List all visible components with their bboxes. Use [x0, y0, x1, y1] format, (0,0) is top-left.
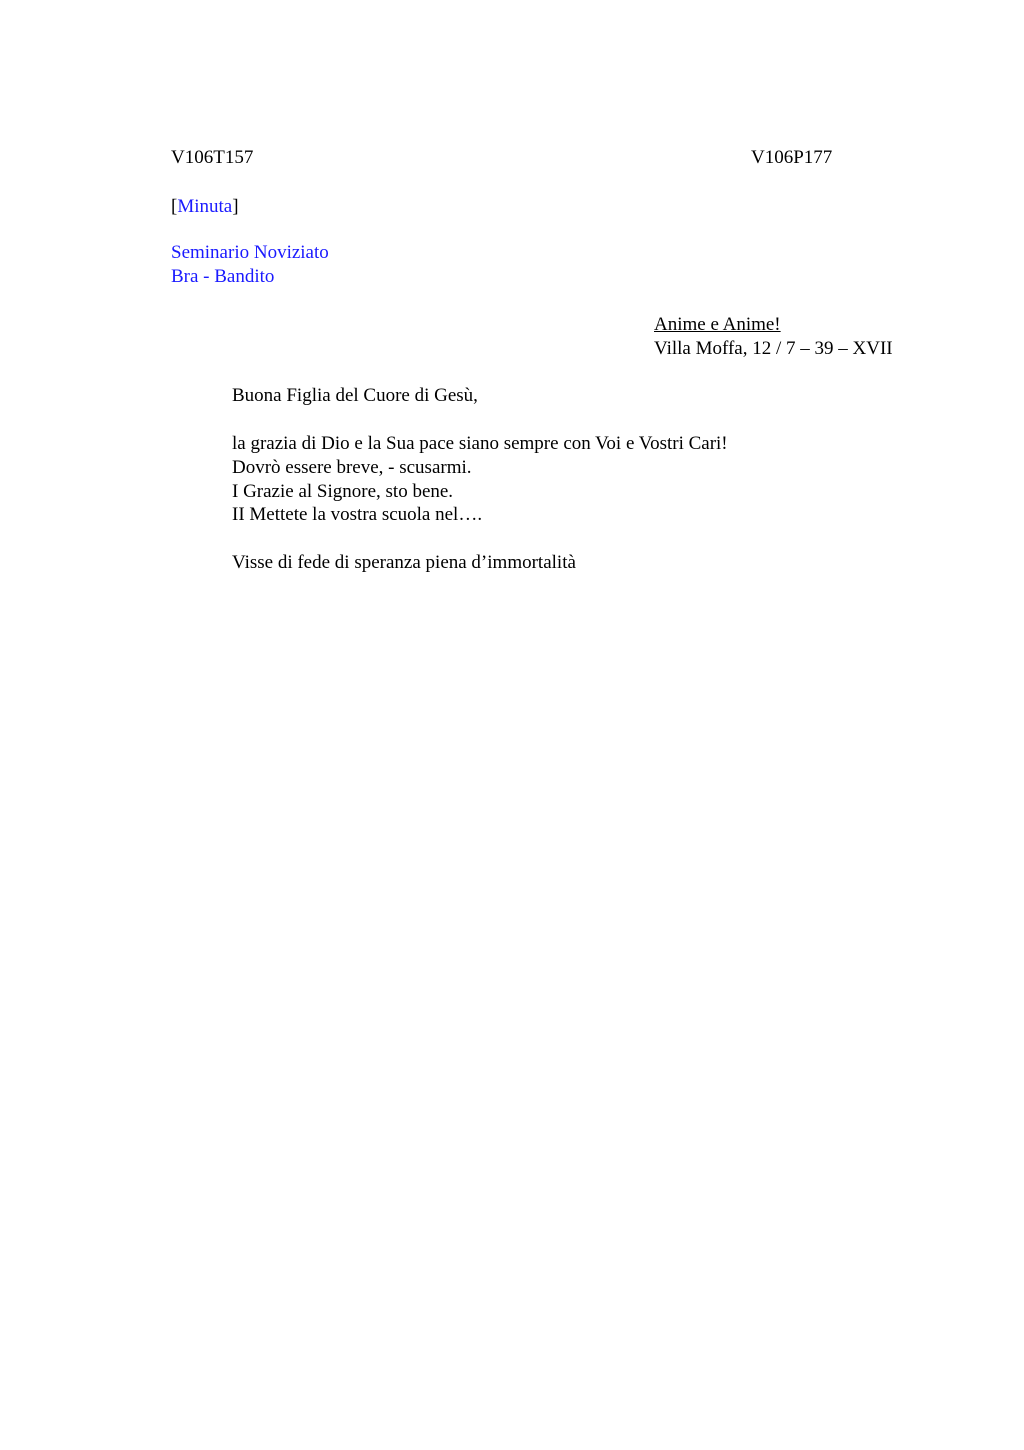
- body-line: Dovrò essere breve, - scusarmi.: [232, 457, 472, 478]
- body-line: II Mettete la vostra scuola nel….: [232, 504, 483, 525]
- letterhead-line-1: Seminario Noviziato: [171, 242, 329, 263]
- document-code-right: V106P177: [751, 147, 833, 168]
- document-code-left: V106T157: [171, 147, 254, 168]
- letterhead-line-2: Bra - Bandito: [171, 266, 275, 287]
- place-date: Villa Moffa, 12 / 7 – 39 – XVII: [654, 338, 893, 359]
- bracket-close: ]: [232, 196, 239, 217]
- motto: Anime e Anime!: [654, 314, 781, 335]
- body-line: la grazia di Dio e la Sua pace siano sempre con Voi e Vostri Cari!: [232, 433, 728, 454]
- draft-label: Minuta: [177, 196, 233, 217]
- body-line: I Grazie al Signore, sto bene.: [232, 481, 454, 502]
- draft-note: [171, 195, 239, 219]
- bracket-open: [: [171, 196, 178, 217]
- salutation: Buona Figlia del Cuore di Gesù,: [232, 385, 478, 406]
- closing-line: Visse di fede di speranza piena d’immortalità: [232, 552, 576, 573]
